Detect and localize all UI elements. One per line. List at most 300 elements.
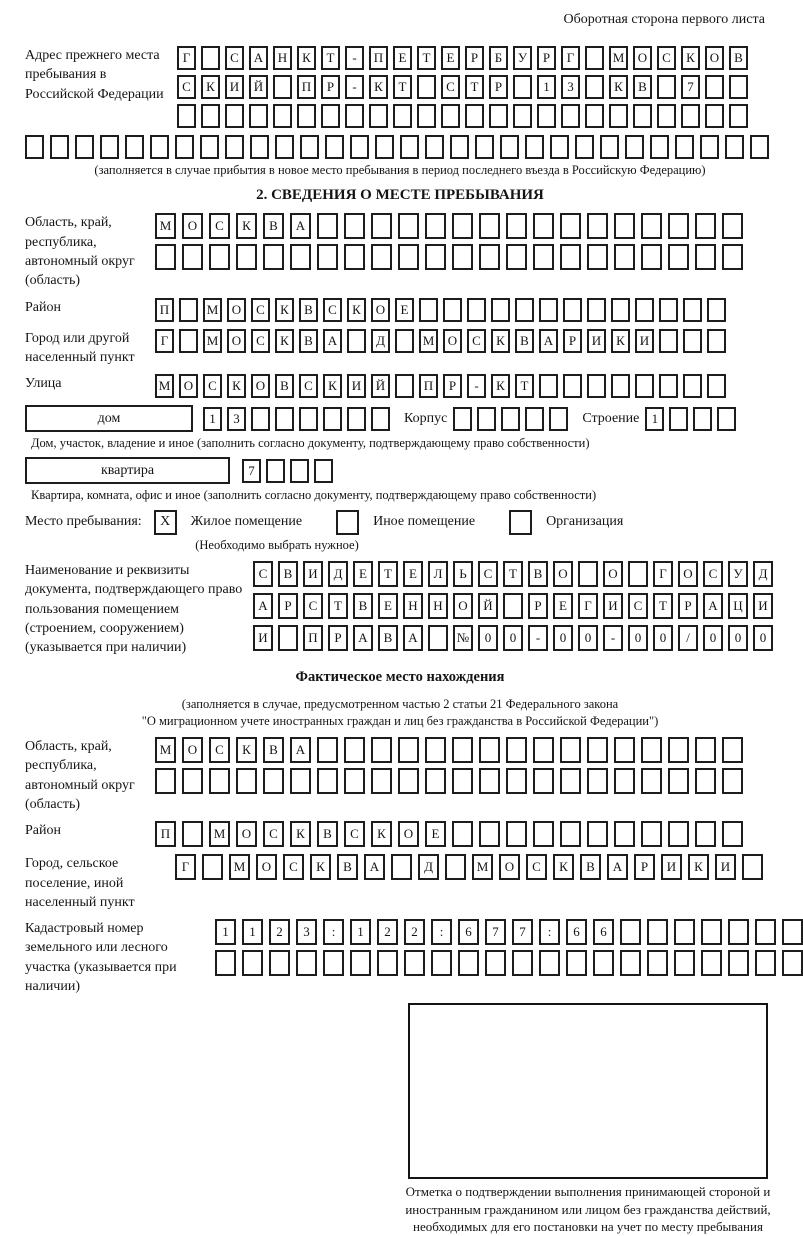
char-cell[interactable]: С [703, 561, 723, 587]
char-cell[interactable]: О [499, 854, 520, 880]
char-cell[interactable] [375, 135, 394, 159]
char-cell[interactable]: К [236, 737, 257, 763]
char-cell[interactable] [479, 244, 500, 270]
char-cell[interactable]: - [345, 75, 364, 99]
char-cell[interactable] [693, 407, 712, 431]
char-cell[interactable]: Г [561, 46, 580, 70]
char-cell[interactable] [683, 298, 702, 322]
char-cell[interactable] [578, 561, 598, 587]
char-cell[interactable]: С [478, 561, 498, 587]
char-cell[interactable] [290, 459, 309, 483]
char-cell[interactable]: О [179, 374, 198, 398]
char-cell[interactable] [668, 244, 689, 270]
char-cell[interactable] [398, 768, 419, 794]
char-cell[interactable] [635, 374, 654, 398]
char-cell[interactable] [513, 104, 532, 128]
char-cell[interactable]: А [607, 854, 628, 880]
char-cell[interactable]: К [275, 298, 294, 322]
char-cell[interactable] [404, 950, 425, 976]
char-cell[interactable] [201, 46, 220, 70]
char-cell[interactable] [525, 135, 544, 159]
char-cell[interactable]: Й [249, 75, 268, 99]
char-cell[interactable] [321, 104, 340, 128]
char-cell[interactable] [489, 104, 508, 128]
char-cell[interactable]: В [337, 854, 358, 880]
char-cell[interactable]: Д [328, 561, 348, 587]
char-cell[interactable]: Р [321, 75, 340, 99]
char-cell[interactable] [155, 768, 176, 794]
char-cell[interactable] [369, 104, 388, 128]
char-cell[interactable]: Е [393, 46, 412, 70]
char-cell[interactable] [587, 768, 608, 794]
char-cell[interactable] [452, 737, 473, 763]
char-cell[interactable]: С [467, 329, 486, 353]
char-cell[interactable] [400, 135, 419, 159]
char-cell[interactable] [750, 135, 769, 159]
char-cell[interactable] [563, 298, 582, 322]
char-cell[interactable] [513, 75, 532, 99]
char-cell[interactable]: 1 [215, 919, 236, 945]
char-cell[interactable] [611, 374, 630, 398]
char-cell[interactable]: К [491, 374, 510, 398]
char-cell[interactable]: К [323, 374, 342, 398]
char-cell[interactable] [533, 737, 554, 763]
char-cell[interactable]: С [209, 213, 230, 239]
char-cell[interactable] [323, 950, 344, 976]
char-cell[interactable]: Д [753, 561, 773, 587]
char-cell[interactable]: 2 [377, 919, 398, 945]
char-cell[interactable]: С [628, 593, 648, 619]
char-cell[interactable]: П [155, 298, 174, 322]
char-cell[interactable]: 7 [512, 919, 533, 945]
char-cell[interactable]: 3 [227, 407, 246, 431]
char-cell[interactable] [722, 737, 743, 763]
char-cell[interactable] [182, 821, 203, 847]
char-cell[interactable] [674, 950, 695, 976]
char-cell[interactable]: Р [465, 46, 484, 70]
char-cell[interactable]: 3 [561, 75, 580, 99]
char-cell[interactable] [263, 244, 284, 270]
char-cell[interactable]: Р [563, 329, 582, 353]
char-cell[interactable]: В [263, 737, 284, 763]
char-cell[interactable] [345, 104, 364, 128]
char-cell[interactable]: 1 [645, 407, 664, 431]
char-cell[interactable]: Е [441, 46, 460, 70]
char-cell[interactable] [659, 329, 678, 353]
char-cell[interactable]: Н [428, 593, 448, 619]
char-cell[interactable] [675, 135, 694, 159]
char-cell[interactable] [290, 768, 311, 794]
char-cell[interactable]: Т [328, 593, 348, 619]
char-cell[interactable] [650, 135, 669, 159]
char-cell[interactable]: М [155, 737, 176, 763]
char-cell[interactable] [428, 625, 448, 651]
char-cell[interactable] [275, 135, 294, 159]
char-cell[interactable]: Д [371, 329, 390, 353]
char-cell[interactable]: Т [503, 561, 523, 587]
char-cell[interactable] [501, 407, 520, 431]
char-cell[interactable] [266, 459, 285, 483]
char-cell[interactable]: В [353, 593, 373, 619]
char-cell[interactable] [725, 135, 744, 159]
char-cell[interactable] [479, 768, 500, 794]
char-cell[interactable] [641, 244, 662, 270]
char-cell[interactable] [641, 821, 662, 847]
char-cell[interactable]: 0 [653, 625, 673, 651]
char-cell[interactable]: И [753, 593, 773, 619]
char-cell[interactable] [614, 213, 635, 239]
char-cell[interactable]: О [443, 329, 462, 353]
char-cell[interactable] [614, 768, 635, 794]
char-cell[interactable]: М [229, 854, 250, 880]
char-cell[interactable]: О [227, 298, 246, 322]
char-cell[interactable]: : [539, 919, 560, 945]
char-cell[interactable]: - [467, 374, 486, 398]
char-cell[interactable] [707, 298, 726, 322]
char-cell[interactable] [465, 104, 484, 128]
char-cell[interactable] [585, 75, 604, 99]
char-cell[interactable] [431, 950, 452, 976]
char-cell[interactable]: О [398, 821, 419, 847]
char-cell[interactable]: Т [321, 46, 340, 70]
char-cell[interactable]: 0 [478, 625, 498, 651]
char-cell[interactable] [707, 329, 726, 353]
char-cell[interactable]: Г [177, 46, 196, 70]
char-cell[interactable] [425, 135, 444, 159]
char-cell[interactable] [344, 244, 365, 270]
char-cell[interactable] [782, 919, 803, 945]
char-cell[interactable] [350, 950, 371, 976]
char-cell[interactable] [458, 950, 479, 976]
char-cell[interactable]: А [703, 593, 723, 619]
char-cell[interactable] [707, 374, 726, 398]
char-cell[interactable]: Г [653, 561, 673, 587]
char-cell[interactable] [150, 135, 169, 159]
char-cell[interactable]: О [236, 821, 257, 847]
char-cell[interactable] [290, 244, 311, 270]
char-cell[interactable]: С [303, 593, 323, 619]
char-cell[interactable] [182, 768, 203, 794]
char-cell[interactable]: Й [371, 374, 390, 398]
char-cell[interactable] [371, 244, 392, 270]
char-cell[interactable]: И [347, 374, 366, 398]
char-cell[interactable] [705, 75, 724, 99]
char-cell[interactable] [533, 244, 554, 270]
char-cell[interactable] [695, 213, 716, 239]
char-cell[interactable] [425, 768, 446, 794]
char-cell[interactable] [273, 75, 292, 99]
char-cell[interactable]: С [344, 821, 365, 847]
char-cell[interactable] [587, 737, 608, 763]
char-cell[interactable] [200, 135, 219, 159]
char-cell[interactable] [350, 135, 369, 159]
char-cell[interactable] [683, 374, 702, 398]
char-cell[interactable] [705, 104, 724, 128]
char-cell[interactable] [398, 244, 419, 270]
char-cell[interactable]: Р [489, 75, 508, 99]
char-cell[interactable]: 0 [553, 625, 573, 651]
char-cell[interactable]: И [715, 854, 736, 880]
char-cell[interactable]: А [403, 625, 423, 651]
char-cell[interactable]: С [177, 75, 196, 99]
char-cell[interactable]: С [251, 329, 270, 353]
char-cell[interactable] [593, 950, 614, 976]
char-cell[interactable]: М [203, 329, 222, 353]
char-cell[interactable] [533, 213, 554, 239]
char-cell[interactable] [695, 737, 716, 763]
char-cell[interactable]: Т [515, 374, 534, 398]
char-cell[interactable] [347, 407, 366, 431]
char-cell[interactable] [477, 407, 496, 431]
char-cell[interactable] [377, 950, 398, 976]
char-cell[interactable] [445, 854, 466, 880]
char-cell[interactable]: 0 [753, 625, 773, 651]
char-cell[interactable]: Ь [453, 561, 473, 587]
char-cell[interactable] [215, 950, 236, 976]
char-cell[interactable]: Г [175, 854, 196, 880]
char-cell[interactable] [620, 919, 641, 945]
char-cell[interactable]: Т [393, 75, 412, 99]
char-cell[interactable] [729, 75, 748, 99]
char-cell[interactable]: С [657, 46, 676, 70]
char-cell[interactable]: С [225, 46, 244, 70]
char-cell[interactable] [425, 737, 446, 763]
char-cell[interactable] [275, 407, 294, 431]
char-cell[interactable] [296, 950, 317, 976]
char-cell[interactable]: 1 [350, 919, 371, 945]
char-cell[interactable]: Е [378, 593, 398, 619]
char-cell[interactable] [273, 104, 292, 128]
char-cell[interactable]: М [609, 46, 628, 70]
char-cell[interactable] [479, 213, 500, 239]
char-cell[interactable] [668, 737, 689, 763]
char-cell[interactable] [249, 104, 268, 128]
char-cell[interactable]: В [580, 854, 601, 880]
char-cell[interactable]: В [528, 561, 548, 587]
char-cell[interactable] [560, 244, 581, 270]
char-cell[interactable]: К [553, 854, 574, 880]
checkbox-other-premises[interactable] [336, 510, 359, 535]
char-cell[interactable]: У [728, 561, 748, 587]
char-cell[interactable] [700, 135, 719, 159]
char-cell[interactable] [417, 104, 436, 128]
char-cell[interactable] [475, 135, 494, 159]
char-cell[interactable] [242, 950, 263, 976]
char-cell[interactable]: О [182, 737, 203, 763]
char-cell[interactable] [695, 768, 716, 794]
char-cell[interactable]: С [251, 298, 270, 322]
char-cell[interactable] [209, 768, 230, 794]
char-cell[interactable]: В [263, 213, 284, 239]
char-cell[interactable] [560, 737, 581, 763]
char-cell[interactable] [587, 298, 606, 322]
char-cell[interactable] [563, 374, 582, 398]
char-cell[interactable] [537, 104, 556, 128]
char-cell[interactable] [209, 244, 230, 270]
char-cell[interactable] [323, 407, 342, 431]
char-cell[interactable] [443, 298, 462, 322]
char-cell[interactable] [452, 821, 473, 847]
char-cell[interactable]: С [253, 561, 273, 587]
char-cell[interactable]: М [419, 329, 438, 353]
char-cell[interactable]: К [290, 821, 311, 847]
char-cell[interactable]: В [299, 298, 318, 322]
char-cell[interactable]: 7 [242, 459, 261, 483]
char-cell[interactable] [506, 737, 527, 763]
char-cell[interactable] [668, 213, 689, 239]
char-cell[interactable] [317, 244, 338, 270]
char-cell[interactable]: С [263, 821, 284, 847]
char-cell[interactable] [674, 919, 695, 945]
char-cell[interactable] [533, 768, 554, 794]
char-cell[interactable]: И [603, 593, 623, 619]
char-cell[interactable]: М [472, 854, 493, 880]
char-cell[interactable] [641, 768, 662, 794]
char-cell[interactable] [742, 854, 763, 880]
char-cell[interactable] [371, 737, 392, 763]
char-cell[interactable] [683, 329, 702, 353]
char-cell[interactable]: Д [418, 854, 439, 880]
char-cell[interactable] [560, 768, 581, 794]
char-cell[interactable]: / [678, 625, 698, 651]
char-cell[interactable] [755, 950, 776, 976]
char-cell[interactable]: Е [395, 298, 414, 322]
char-cell[interactable] [314, 459, 333, 483]
char-cell[interactable] [641, 213, 662, 239]
char-cell[interactable] [659, 374, 678, 398]
char-cell[interactable]: У [513, 46, 532, 70]
char-cell[interactable] [225, 104, 244, 128]
char-cell[interactable]: А [353, 625, 373, 651]
char-cell[interactable]: К [310, 854, 331, 880]
char-cell[interactable]: К [609, 75, 628, 99]
char-cell[interactable]: К [371, 821, 392, 847]
char-cell[interactable]: А [290, 213, 311, 239]
char-cell[interactable]: М [209, 821, 230, 847]
char-cell[interactable] [395, 329, 414, 353]
char-cell[interactable]: А [253, 593, 273, 619]
char-cell[interactable]: И [253, 625, 273, 651]
char-cell[interactable] [479, 737, 500, 763]
char-cell[interactable] [533, 821, 554, 847]
char-cell[interactable]: К [347, 298, 366, 322]
char-cell[interactable] [344, 737, 365, 763]
char-cell[interactable]: 7 [485, 919, 506, 945]
char-cell[interactable] [681, 104, 700, 128]
char-cell[interactable]: В [275, 374, 294, 398]
char-cell[interactable]: И [303, 561, 323, 587]
char-cell[interactable] [668, 768, 689, 794]
char-cell[interactable] [236, 244, 257, 270]
char-cell[interactable]: : [323, 919, 344, 945]
char-cell[interactable]: В [299, 329, 318, 353]
char-cell[interactable] [585, 46, 604, 70]
char-cell[interactable] [560, 821, 581, 847]
char-cell[interactable]: Н [403, 593, 423, 619]
char-cell[interactable] [371, 768, 392, 794]
char-cell[interactable]: И [635, 329, 654, 353]
char-cell[interactable]: К [491, 329, 510, 353]
char-cell[interactable]: 0 [503, 625, 523, 651]
char-cell[interactable] [479, 821, 500, 847]
char-cell[interactable]: 7 [681, 75, 700, 99]
char-cell[interactable]: Г [155, 329, 174, 353]
char-cell[interactable]: И [225, 75, 244, 99]
char-cell[interactable]: К [688, 854, 709, 880]
char-cell[interactable] [611, 298, 630, 322]
char-cell[interactable]: А [290, 737, 311, 763]
char-cell[interactable] [506, 213, 527, 239]
char-cell[interactable]: № [453, 625, 473, 651]
char-cell[interactable] [600, 135, 619, 159]
char-cell[interactable]: А [539, 329, 558, 353]
char-cell[interactable] [549, 407, 568, 431]
char-cell[interactable] [201, 104, 220, 128]
char-cell[interactable] [100, 135, 119, 159]
char-cell[interactable] [506, 768, 527, 794]
char-cell[interactable] [371, 213, 392, 239]
char-cell[interactable] [485, 950, 506, 976]
char-cell[interactable]: Р [528, 593, 548, 619]
char-cell[interactable]: Б [489, 46, 508, 70]
char-cell[interactable] [728, 919, 749, 945]
char-cell[interactable] [728, 950, 749, 976]
char-cell[interactable] [441, 104, 460, 128]
char-cell[interactable]: П [303, 625, 323, 651]
char-cell[interactable]: Е [425, 821, 446, 847]
char-cell[interactable] [453, 407, 472, 431]
char-cell[interactable] [506, 821, 527, 847]
char-cell[interactable] [179, 298, 198, 322]
char-cell[interactable]: М [203, 298, 222, 322]
char-cell[interactable] [506, 244, 527, 270]
char-cell[interactable]: С [441, 75, 460, 99]
char-cell[interactable]: П [155, 821, 176, 847]
char-cell[interactable] [467, 298, 486, 322]
char-cell[interactable]: К [369, 75, 388, 99]
char-cell[interactable]: Е [403, 561, 423, 587]
char-cell[interactable] [269, 950, 290, 976]
char-cell[interactable] [182, 244, 203, 270]
char-cell[interactable] [609, 104, 628, 128]
char-cell[interactable] [393, 104, 412, 128]
char-cell[interactable] [722, 768, 743, 794]
char-cell[interactable]: И [587, 329, 606, 353]
char-cell[interactable]: В [317, 821, 338, 847]
char-cell[interactable]: Н [273, 46, 292, 70]
char-cell[interactable]: П [419, 374, 438, 398]
char-cell[interactable]: О [182, 213, 203, 239]
char-cell[interactable] [782, 950, 803, 976]
char-cell[interactable]: 2 [404, 919, 425, 945]
char-cell[interactable]: Й [478, 593, 498, 619]
char-cell[interactable] [539, 374, 558, 398]
char-cell[interactable] [566, 950, 587, 976]
char-cell[interactable] [297, 104, 316, 128]
char-cell[interactable] [722, 213, 743, 239]
char-cell[interactable] [317, 737, 338, 763]
char-cell[interactable]: 6 [593, 919, 614, 945]
char-cell[interactable] [503, 593, 523, 619]
char-cell[interactable]: Л [428, 561, 448, 587]
char-cell[interactable] [425, 244, 446, 270]
char-cell[interactable] [317, 768, 338, 794]
char-cell[interactable]: П [369, 46, 388, 70]
char-cell[interactable]: - [345, 46, 364, 70]
char-cell[interactable] [225, 135, 244, 159]
checkbox-organization[interactable] [509, 510, 532, 535]
char-cell[interactable] [419, 298, 438, 322]
